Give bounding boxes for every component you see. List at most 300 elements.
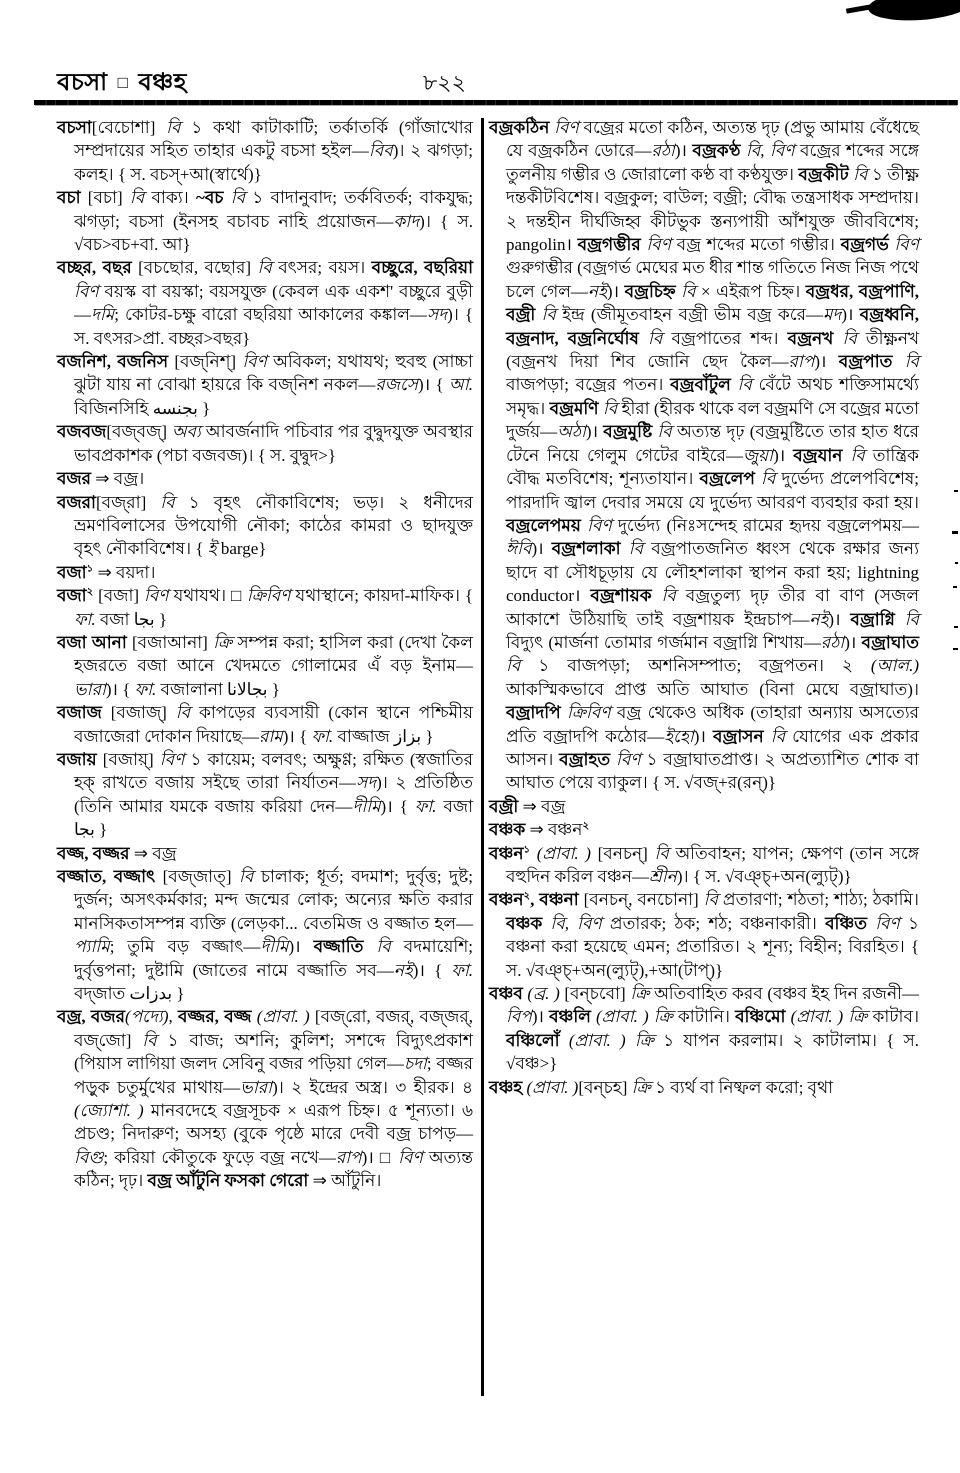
- text-run: বিদ্যুৎ (মার্জনা তোমার গর্জমান বজ্রাগ্নি শিখায়—: [506, 632, 821, 652]
- text-run: বজ্রপাতজনিত ধ্বংস থেকে রক্ষার জন্য ছাদে বা সৌধচূড়ায় যে লৌহশলাকা স্থাপন করা হয়; lightning conductor।: [506, 539, 919, 606]
- text-run: বজ্রাঘাত: [861, 632, 919, 652]
- text-run: ক্রি: [631, 1077, 651, 1097]
- text-run: ভারা: [240, 1077, 273, 1097]
- dictionary-entry: [57, 467, 473, 490]
- column-left: [57, 116, 473, 1193]
- text-run: অব্য: [171, 422, 201, 442]
- text-run: (প্রাবা. ): [596, 1007, 649, 1027]
- text-run: বজ্রচিহ্ন: [624, 281, 682, 301]
- text-run: [বেচোশা]: [91, 118, 167, 137]
- text-run: [বজ্‌জাত্]: [162, 867, 240, 886]
- text-run: )।: [814, 352, 839, 372]
- text-run: )।: [773, 445, 794, 465]
- text-run: বি: [230, 188, 246, 208]
- dictionary-entry: [57, 701, 473, 748]
- text-run: বজ্রবাঁটুল: [670, 375, 738, 395]
- text-run: বিণ: [74, 281, 99, 301]
- text-run: বি: [703, 890, 718, 910]
- text-run: বঞ্চক: [506, 913, 551, 933]
- column-right: [489, 116, 919, 1099]
- text-run: [530, 844, 537, 863]
- text-run: ,: [168, 1007, 179, 1027]
- page-number: ৮২২: [423, 70, 466, 95]
- text-run: বজা بجا }: [74, 796, 474, 840]
- text-run: মানবদেহে বজ্রসূচক × এরূপ চিহ্ন। ৫ শূন্যতা। ৬ প্রচণ্ড; নিদারুণ; অসহ্য (বুকে পৃষ্ঠে মারে দেবী বজ্র চাপড়—: [74, 1101, 473, 1144]
- text-run: [বন্‌চহ]: [578, 1077, 632, 1097]
- text-run: বাজপড়া; বজ্রের পতন।: [506, 375, 671, 395]
- text-run: বি: [175, 703, 191, 723]
- text-run: )।: [606, 281, 625, 301]
- text-run: নই: [393, 960, 413, 980]
- text-run: বচসা: [57, 118, 92, 137]
- text-run: (প্রাবা. ): [568, 1030, 626, 1050]
- text-run: ১ কায়েম; বলবৎ; অক্ষুণ্ণ; রক্ষিত (স্বজাতির হক্ রাখতে বজায় সইছে তারা নির্যাতন—: [74, 749, 473, 793]
- text-run: সদ: [355, 773, 377, 793]
- text-run: সম্পন্ন করা; হাসিল করা (দেখা কৈল হজরতে বজা আনে খেদমতে গোলামের এঁ বড় ইনাম—: [74, 632, 473, 676]
- text-run: বজ্রের শব্দের সঙ্গে তুলনীয় গম্ভীর ও জোরালো কণ্ঠ বা কণ্ঠযুক্ত।: [506, 141, 919, 184]
- text-run: বজ্রনখ: [787, 328, 843, 348]
- text-run: [626, 1031, 635, 1050]
- text-run: বিণ: [398, 1147, 423, 1167]
- text-run: বিণ: [143, 586, 169, 606]
- column-divider: [481, 118, 484, 1396]
- text-run: )। ২ ঝগড়া; কলহ। { স. বচস্+আ(স্বার্থে)}: [74, 141, 474, 184]
- dictionary-entry: [57, 631, 473, 701]
- text-run: যোগের এক প্রকার আসন।: [506, 726, 919, 769]
- text-run: বজ্রের মতো কঠিন, অত্যন্ত দৃঢ় (প্রভু আমায় বেঁধেছে যে বজ্রকঠিন ডোরে—: [506, 118, 919, 161]
- text-run: )। {: [412, 960, 452, 980]
- text-run: নই: [809, 609, 829, 629]
- dictionary-entry: [57, 256, 473, 350]
- text-run: রঠা: [820, 632, 845, 652]
- text-run: ১ বৃহৎ নৌকাবিশেষ; ভড়। ২ ধনীদের ভ্রমণবিলাসের উপযোগী নৌকা; কাঠের কামরা ও ছাদযুক্ত বৃহৎ নৌকাবিশেষ। {: [74, 492, 474, 559]
- dictionary-entry: [57, 350, 473, 420]
- text-run: বি: [239, 867, 254, 886]
- text-run: বজ্রলেপ: [699, 469, 762, 489]
- text-run: )।: [693, 726, 713, 746]
- text-run: বিণ: [646, 235, 671, 255]
- text-run: (আল.): [870, 656, 919, 676]
- text-run: বজ্রমুষ্টি: [603, 422, 658, 442]
- text-run: ⇒ বজ্র: [518, 796, 566, 816]
- text-run: বজ্রী: [489, 796, 519, 816]
- text-run: বজ্রতুল্য দৃঢ় তীর বা বাণ (সজল আকাশে উঠিয়াছি তাই বজ্রশায়ক ইন্দ্রচাপ—: [506, 586, 919, 629]
- text-run: বি: [628, 539, 644, 559]
- text-run: ক্রি: [634, 1030, 654, 1050]
- text-run: (প্রাবা. ): [790, 1007, 844, 1027]
- dictionary-entry: [489, 795, 919, 818]
- text-run: বি: [761, 469, 776, 489]
- text-run: )।: [828, 609, 851, 629]
- text-run: গুরুগম্ভীর (বজ্রগর্ভ মেঘের মত ধীর শান্ত গতিতে নিজ নিজ পথে চলে গেল—: [506, 258, 919, 301]
- text-run: )। ২ ইন্দ্রের অস্ত্র। ৩ হীরক। ৪: [272, 1077, 473, 1097]
- text-run: কাদ: [393, 211, 420, 231]
- text-run: [বজা]: [93, 586, 144, 606]
- text-run: বজ্রযান: [793, 445, 851, 465]
- text-run: বজা بجا }: [95, 609, 168, 629]
- guide-words: [57, 64, 187, 104]
- text-run: বজা: [57, 562, 87, 582]
- text-run: barge}: [216, 539, 267, 559]
- text-run: বজ্রাসন: [712, 726, 771, 746]
- text-run: বচা: [57, 188, 88, 208]
- text-run: বজ্রকণ্ঠ: [692, 141, 746, 161]
- header-rule: [34, 100, 958, 105]
- text-run: দীমি: [260, 937, 289, 957]
- text-run: [বজাআনা]: [132, 632, 214, 652]
- text-run: বঞ্চহ: [489, 1077, 527, 1097]
- text-run: (ব্র. ): [527, 984, 560, 1004]
- text-run: ⇒ বজ্র: [129, 843, 177, 863]
- scan-artifact-mark: [954, 626, 958, 628]
- text-run: বাজ্জাজ بزاز }: [333, 726, 434, 746]
- dictionary-entry: [57, 186, 473, 256]
- page-header: [57, 64, 917, 98]
- text-run: বিপ: [506, 1007, 532, 1027]
- text-run: ক্রি: [848, 1007, 868, 1027]
- text-run: ; তুমি বড় বজ্জাৎ—: [109, 937, 261, 957]
- text-run: আ.: [448, 375, 474, 395]
- dictionary-entry: [57, 842, 473, 865]
- text-run: ১ কথা কাটাকাটি; তর্কাতর্কি (গাঁজাখোর সম্প্রদায়ের সহিত তাহার একটু বচসা হইল—: [74, 118, 473, 161]
- text-run: বিগু: [74, 1147, 104, 1167]
- text-run: )।: [674, 141, 693, 161]
- text-run: ইন্দ্র (জীমূতবাহন বজ্রী ভীম বজ্র করে—: [555, 305, 823, 325]
- text-run: রজসে: [375, 375, 419, 395]
- text-run: বজ্রলেপময়: [506, 515, 588, 535]
- text-run: জুয়া: [742, 445, 774, 465]
- text-run: বি: [602, 398, 618, 418]
- text-run: বজ্জাত, বজ্জাৎ: [57, 867, 163, 886]
- text-run: প্রতারক; ঠক; শঠ; বঞ্চনাকারী।: [601, 913, 826, 933]
- text-columns: [57, 116, 919, 1396]
- text-run: বি: [770, 726, 786, 746]
- text-run: বঞ্চিমো: [735, 1007, 791, 1027]
- text-run: বিণ: [875, 913, 900, 933]
- text-run: চদা: [403, 1054, 427, 1074]
- text-run: ২: [86, 586, 94, 598]
- text-run: ২: [523, 890, 531, 902]
- text-run: বি: [160, 492, 175, 512]
- text-run: )। { স. বৎসর>প্রা. বচ্ছর>বছর}: [74, 305, 474, 348]
- text-run: বজ্জ, বজ্জর: [57, 843, 130, 863]
- text-run: যথাস্থানে; কায়দা-মাফিক। {: [290, 586, 473, 606]
- text-run: কাটাব।: [867, 1007, 920, 1027]
- text-run: বি: [257, 258, 272, 278]
- text-run: ঈবি: [506, 539, 532, 559]
- text-run: তীক্ষ্ণনখ (বজ্রনখ দিয়া শিব জোনি ছেদ কৈল—: [506, 328, 920, 372]
- text-run: বজ্জাতি: [313, 937, 377, 957]
- text-run: ফা.: [451, 960, 474, 980]
- dictionary-entry: [489, 1076, 919, 1099]
- text-run: বি: [647, 328, 663, 348]
- text-run: ই: [207, 539, 217, 559]
- text-run: বচ্ছর, বছর: [57, 258, 139, 278]
- text-run: (প্রাবা. ): [256, 1007, 310, 1027]
- text-run: বি: [661, 586, 676, 606]
- text-run: বজা: [57, 586, 87, 606]
- text-run: বি, বিণ: [550, 913, 602, 933]
- text-run: )। {: [418, 375, 449, 395]
- text-run: ফা.: [134, 679, 157, 699]
- text-run: বিণ: [894, 235, 919, 255]
- text-run: ১ বঞ্চনা করা হয়েছে এমন; প্রতারিত। ২ শূন্য; বিহীন; বিরহিত। { স. √বঞ্চ্+অন(ল্যুট্),+আ(টাপ্)}: [506, 913, 920, 980]
- text-run: )। { স. √বঞ্চ্+অন(ল্যুট্)}: [676, 867, 852, 886]
- text-run: ক্রি: [213, 632, 233, 652]
- text-run: বজর: [57, 469, 92, 489]
- text-run: বি: [376, 937, 391, 957]
- text-run: বজরা: [57, 492, 96, 512]
- text-run: বি: [842, 328, 857, 348]
- text-run: বি: [506, 656, 521, 676]
- text-run: বিণ: [159, 749, 185, 769]
- text-run: ফা.: [74, 609, 96, 629]
- text-run: প্যামি: [74, 937, 110, 957]
- text-run: রাম: [259, 726, 283, 746]
- text-run: )। {: [380, 796, 415, 816]
- text-run: বঞ্চিলোঁ: [506, 1030, 569, 1050]
- text-run: বি: [904, 609, 920, 629]
- text-run: বি: [142, 1030, 157, 1050]
- text-run: বঞ্চব: [489, 984, 528, 1004]
- text-run: বি: [129, 188, 145, 208]
- text-run: অতিবাহিত করব (বঞ্চব ইহ দিন রজনী—: [649, 984, 920, 1004]
- text-run: ; করিয়া কৌতুকে ফুড়ে বজ্র নখে—: [103, 1147, 336, 1167]
- text-run: দুর্ভেদ্য প্রলেপবিশেষ; পারদাদি জ্বাল দেবার সময়ে যে দুর্ভেদ্য আবরণ ব্যবহার করা হয়।: [506, 469, 920, 512]
- text-run: বিব: [368, 141, 393, 161]
- text-run: ১ বাজপড়া; অশনিসম্পাত; বজ্রপতন। ২: [520, 656, 871, 676]
- text-run: অবিকল; যথাযথ; হুবহু (সাচ্চা ঝুটা যায় না বোঝা হায়রে কি বজ্‌নিশ নকল—: [74, 352, 473, 395]
- text-run: × এইরূপ চিহ্ন।: [695, 281, 806, 301]
- text-run: আকস্মিকভাবে প্রাপ্ত অতি আঘাত (বিনা মেঘে বজ্রাঘাত)।: [506, 679, 919, 699]
- text-run: তান্ত্রিক বৌদ্ধ মতবিশেষ; শূন্যতাযান।: [506, 445, 919, 489]
- dictionary-entry: [57, 584, 473, 631]
- text-run: ক্রিবিণ: [246, 586, 291, 606]
- text-run: বয়স্ক বা বয়স্কা; বয়সযুক্ত (কেবল এক একশ' বচ্ছুরে বুড়ী—: [74, 281, 473, 325]
- text-run: )।: [288, 937, 314, 957]
- text-run: বিণ: [242, 352, 267, 372]
- text-run: ১ বাজ; অশনি; কুলিশ; সশব্দে বিদ্যুৎপ্রকাশ (পিয়াস লাগিয়া জলদ সেবিনু বজর পড়িয়া গেল—: [74, 1030, 473, 1074]
- text-run: )।: [531, 539, 552, 559]
- dictionary-entry: [57, 116, 473, 186]
- text-run: বজ্রকীট: [798, 164, 854, 184]
- text-run: বি: [681, 281, 696, 301]
- text-run: বঞ্চন: [489, 843, 524, 863]
- text-run: ফা.: [414, 796, 437, 816]
- text-run: বজ্রমণি: [549, 398, 603, 418]
- text-run: বচ্ছুরে, বছরিয়া: [371, 258, 473, 278]
- text-run: কাপড়ের ব্যবসায়ী (কোন স্থানে পশ্চিমীয় বজাজেরা দোকান দিয়াছে—: [74, 703, 473, 746]
- text-run: বজাজ: [57, 703, 111, 723]
- text-run: ১ ব্যর্থ বা নিষ্ফল করো; বৃথা: [650, 1077, 834, 1097]
- dictionary-entry: [489, 116, 919, 795]
- text-run: ⇒ বঞ্চন: [525, 820, 583, 840]
- text-run: ১: [86, 563, 94, 575]
- text-run: ১ বাদানুবাদ; তর্কবিতর্ক; বাকযুদ্ধ; ঝগড়া; বচসা (ইনসহ বচাবচ নাহি প্রয়োজন—: [74, 188, 474, 231]
- text-run: ⇒ বয়দা।: [93, 562, 156, 582]
- text-run: [বন্‌চবো]: [559, 984, 631, 1004]
- text-run: চালাক; ধূর্ত; বদমাশ; দুর্বৃত্ত; দুষ্ট; দুর্জন; অসৎকর্মকার; মন্দ জন্মের লোক; অন্যের ক্ষতি করার মানসিকতাসম্পন্ন ব্যক্তি (লেড়কা... বেতমিজ ও বজ্জাত হল—: [74, 867, 473, 933]
- dictionary-entry: [489, 818, 919, 841]
- text-run: বজ্র আঁটুনি ফসকা গেরো: [147, 1171, 309, 1191]
- text-run: দুর্ভেদ্য (নিঃসন্দেহ রামের হৃদয় বজ্রলেপময়—: [611, 515, 919, 535]
- text-run: মদ: [822, 305, 842, 325]
- text-run: )। ২ প্রতিষ্ঠিত (তিনি আমার যমকে বজায় করিয়া দেন—: [74, 773, 474, 816]
- guide-word-first: বচসা: [57, 70, 108, 96]
- text-run: বিজিনসিহি بجنسه }: [74, 398, 211, 418]
- text-run: ক্রি: [630, 984, 650, 1004]
- text-run: বি: [737, 375, 752, 395]
- text-run: বঞ্চন: [489, 890, 524, 910]
- dictionary-entry: [489, 888, 919, 982]
- text-run: (জ্যোশা. ): [74, 1101, 144, 1121]
- text-run: [বজ্‌বজ্]: [106, 422, 172, 442]
- text-run: ; কোটর-চক্ষু বারো বছরিয়া আকালের কঙ্কাল—: [114, 305, 427, 325]
- text-run: )। □: [361, 1147, 399, 1167]
- dictionary-entry: [57, 865, 473, 1005]
- text-run: ~বচ: [196, 188, 231, 208]
- text-run: বি: [654, 843, 669, 863]
- text-run: )। {: [105, 679, 135, 699]
- text-run: অঠা: [557, 422, 586, 442]
- text-run: নই: [587, 281, 607, 301]
- text-run: প্রতারণা; শঠতা; শাঠ্য; ঠকামি।: [717, 890, 919, 910]
- text-run: (প্রাবা. ): [526, 1077, 579, 1097]
- text-run: অত্যন্ত কঠিন; দৃঢ়।: [74, 1147, 474, 1191]
- text-run: )।: [531, 1007, 550, 1027]
- dictionary-entry: [57, 1005, 473, 1192]
- text-run: বজ্রপাত: [838, 352, 905, 372]
- text-run: বি: [541, 305, 556, 325]
- text-run: [বনচন্]: [590, 843, 655, 863]
- text-run: শ্রীন: [649, 867, 677, 886]
- text-run: ২: [582, 820, 590, 832]
- text-run: ভারা: [74, 679, 106, 699]
- text-run: হীরা (হীরক থাকে বল বজ্রমণি সে বজ্রের মতো দুর্জয়—: [506, 398, 920, 442]
- text-run: ফা.: [311, 726, 334, 746]
- text-run: ১ বজ্রাঘাতপ্রাপ্ত। ২ অপ্রত্যাশিত শোক বা আঘাত পেয়ে ব্যাকুল। { স. √বজ্+র(রন্)}: [506, 749, 919, 793]
- text-run: ; বজ্জর পড়ুক চতুর্মুখের মাথায়—: [74, 1054, 473, 1097]
- scan-artifact-mark: [953, 648, 958, 650]
- text-run: [বজ্‌নিশ্]: [174, 352, 243, 372]
- text-run: বি: [166, 118, 181, 137]
- text-run: [বজায়্]: [102, 749, 160, 769]
- text-run: বজ্রশলাকা: [551, 539, 629, 559]
- text-run: )। {: [282, 726, 312, 746]
- text-run: (পদ্যে): [124, 1007, 169, 1027]
- text-run: বজ্রাগ্নি: [850, 609, 905, 629]
- text-run: বেঁটে অথচ শক্তিসামর্থ্যে সমৃদ্ধ।: [506, 375, 919, 418]
- text-run: বঞ্চিত: [825, 913, 876, 933]
- text-run: ⇒ বজ্র।: [91, 469, 145, 489]
- text-run: ১: [523, 843, 531, 855]
- text-run: অতিবাহন; যাপন; ক্ষেপণ (তান সঙ্গে বহুদিন করিল বঞ্চন—: [506, 843, 919, 886]
- text-run: অত্যন্ত দৃঢ় (বজ্রমুষ্টিতে তার হাত ধরে টেনে নিয়ে গেলুম গেটের বাইরে—: [506, 422, 919, 465]
- dictionary-entry: [57, 491, 473, 561]
- text-run: [বনচন্, বনচোনা]: [583, 890, 704, 910]
- text-run: বজ্র, বজর: [57, 1007, 125, 1027]
- text-run: বি: [904, 352, 920, 372]
- text-run: ১ যাপন করলাম। ২ কাটালাম। { স. √বঞ্চ>}: [506, 1030, 920, 1074]
- text-run: বি: [657, 422, 672, 442]
- text-run: বৎসর; বয়স।: [271, 258, 372, 278]
- ink-smudge-artifact: [867, 0, 960, 24]
- guide-word-last: বঞ্চহ: [138, 70, 187, 96]
- text-run: বজ্রকঠিন: [489, 118, 555, 137]
- text-run: বঞ্চলি: [549, 1007, 596, 1027]
- text-run: )।: [844, 632, 862, 652]
- text-run: ⇒ আঁটুনি।: [308, 1171, 382, 1191]
- text-run: রঠা: [651, 141, 675, 161]
- text-run: বজ্রশায়ক: [590, 586, 662, 606]
- text-run: ক্রিবিণ: [566, 703, 611, 723]
- text-run: বিণ: [554, 118, 579, 137]
- dictionary-entry: [489, 982, 919, 1076]
- dictionary-entry: [489, 842, 919, 889]
- text-run: বজ্রগম্ভীর: [577, 235, 647, 255]
- text-run: আবর্জনাদি পচিবার পর বুদ্বুদযুক্ত অবস্থার ভাবপ্রকাশক (পচা বজবজ)। { স. বুদ্বুদ>}: [74, 422, 473, 465]
- text-run: বাক্য।: [144, 188, 196, 208]
- text-run: )। { স. √বচ>বচ+বা. আ}: [74, 211, 473, 255]
- text-run: )।: [841, 305, 860, 325]
- dictionary-entry: [57, 420, 473, 467]
- text-run: বজ্রধ্বনি, বজ্রনাদ, বজ্রনির্ঘোষ: [506, 305, 920, 348]
- text-run: , বঞ্চনা: [530, 890, 584, 910]
- dictionary-entry: [57, 748, 473, 842]
- text-run: যথাযথ। □: [168, 586, 247, 606]
- text-run: বজা আনা: [57, 632, 132, 652]
- text-run: ১ তীক্ষ্ণ দন্তকীটবিশেষ। বজ্রকুল; বাউল; বজ্রী; বৌদ্ধ তন্ত্রসাধক সম্প্রদায়। ২ দন্তহীন দীর্ঘজিহ্ব কীটভুক স্তন্যপায়ী আঁশযুক্ত জীববিশেষ; pangolin।: [506, 164, 919, 255]
- text-run: কাটানি।: [672, 1007, 736, 1027]
- dictionary-entry: [57, 561, 473, 584]
- text-run: বজালানা بجالانا }: [156, 679, 280, 699]
- text-run: বি: [850, 445, 865, 465]
- text-run: রাপ: [788, 352, 815, 372]
- text-run: বজ্রাদপি: [506, 703, 567, 723]
- text-run: বজ্র থেকেও অধিক (তাহারা অন্যায় অসত্যের প্রতি বজ্রাদপি কঠোর—: [506, 703, 919, 746]
- text-run: বজ্জর, বজ্জ: [178, 1007, 257, 1027]
- text-run: বজ্রগর্ভ: [840, 235, 895, 255]
- text-run: বজায়: [57, 749, 103, 769]
- separator-box-icon: □: [117, 73, 129, 92]
- text-run: বজ্রধর, বজ্রপাণি, বজ্রী: [506, 281, 919, 325]
- scan-artifact-mark: [953, 586, 957, 588]
- text-run: সদ: [426, 305, 448, 325]
- text-run: বজবজ: [57, 422, 107, 442]
- text-run: বজনিশ, বজনিস: [57, 352, 175, 372]
- text-run: বি: [853, 164, 868, 184]
- text-run: )।: [585, 422, 604, 442]
- text-run: বদমায়েশি; দুর্বৃত্তপনা; দুষ্টামি (জাতের নামে বজ্জাতি সব—: [74, 937, 473, 980]
- scan-artifact-mark: [955, 562, 958, 564]
- text-run: ইহো: [664, 726, 694, 746]
- text-run: বি, বিণ: [745, 141, 795, 161]
- text-run: [বচা]: [87, 188, 130, 208]
- text-run: বজ্রপাতের শব্দ।: [662, 328, 788, 348]
- text-run: বিণ: [616, 749, 641, 769]
- text-run: [বজ্‌রা]: [95, 492, 161, 512]
- text-run: রাপ: [335, 1147, 362, 1167]
- text-run: বদ্‌জাত بدزات }: [74, 984, 185, 1004]
- text-run: (প্রাবা. ): [536, 843, 591, 863]
- text-run: দীমি: [352, 796, 381, 816]
- scan-artifact-mark: [952, 531, 958, 534]
- scan-artifact-mark: [954, 490, 958, 492]
- text-run: বজ্র শব্দের মতো গম্ভীর।: [671, 235, 841, 255]
- text-run: [বচছোর, বছোর]: [138, 258, 258, 278]
- text-run: [বজাজ্]: [110, 703, 176, 723]
- text-run: ক্রি: [653, 1007, 673, 1027]
